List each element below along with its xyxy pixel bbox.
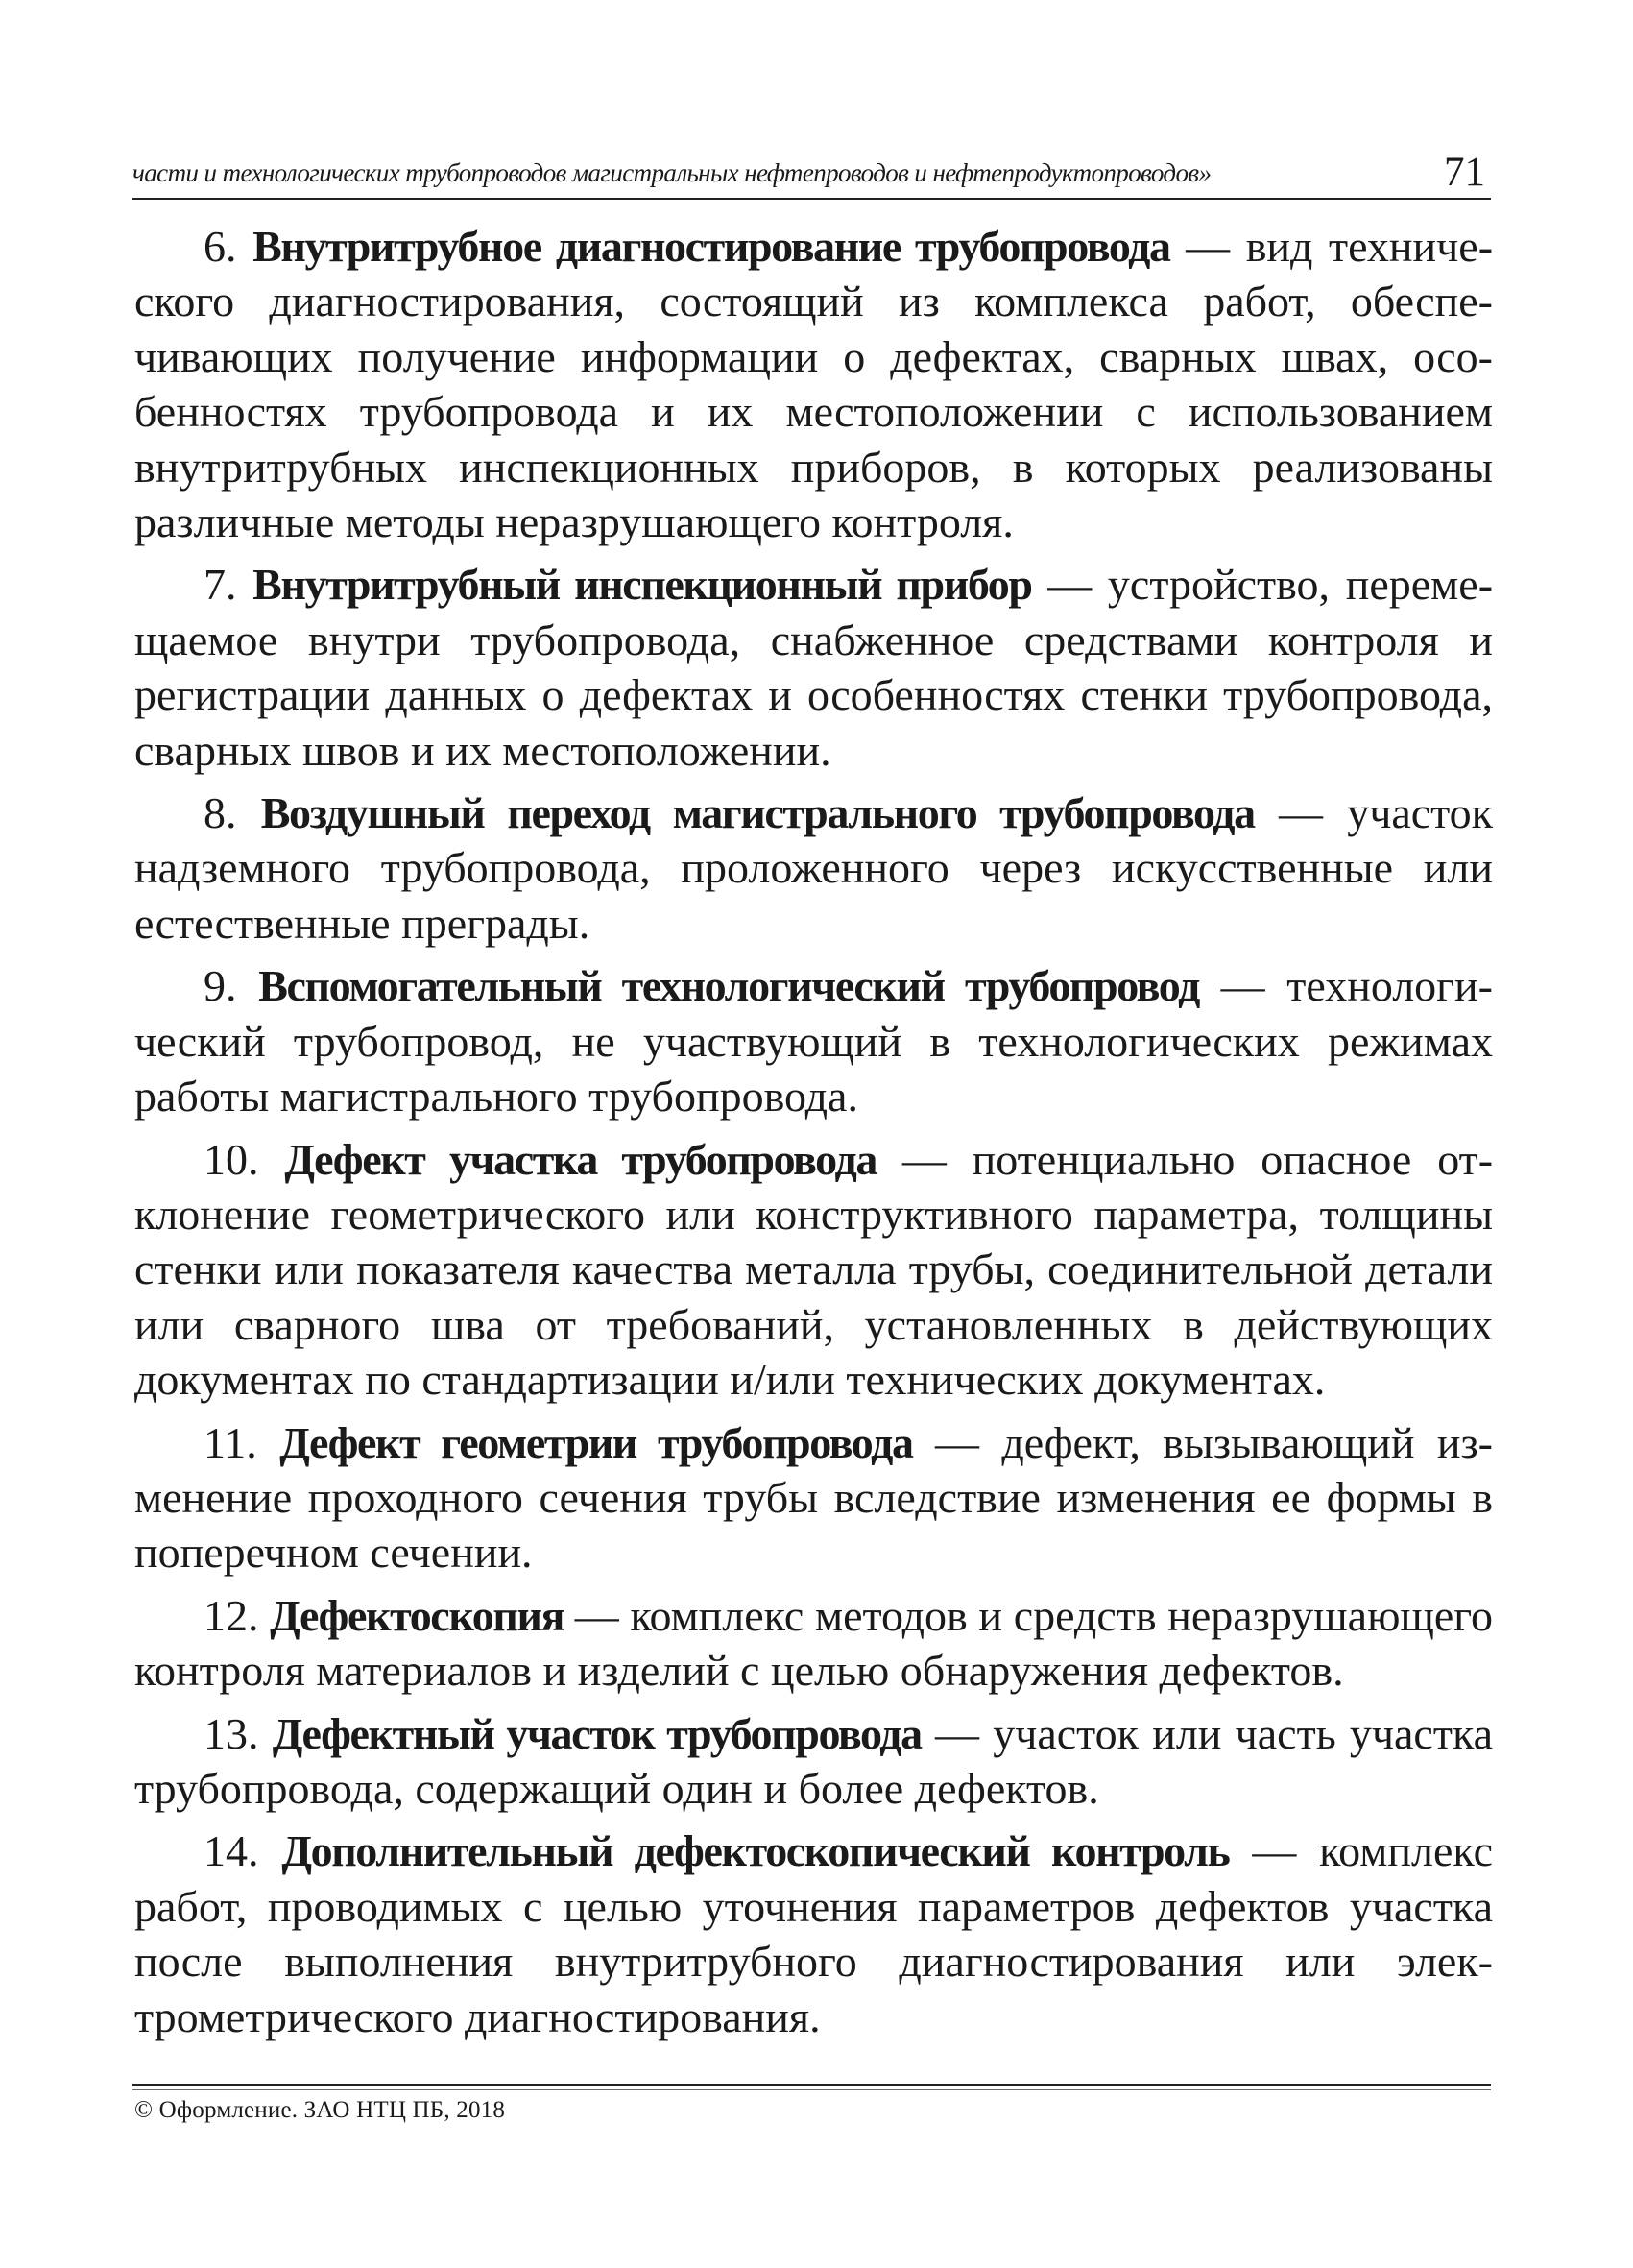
footer-copyright: © Оформление. ЗАО НТЦ ПБ, 2018 bbox=[134, 2097, 506, 2123]
entry-number: 10. bbox=[204, 1134, 259, 1184]
entry-definition: — потенциально опасное отклонение геометрического или конструктивного параметра, толщины стенки или показателя качества металла трубы, соединительной детали или сварного шва от требований, установленных в действующих документах по стандартизации и/или технических документах. bbox=[134, 1134, 1494, 1405]
entry-term: Внутритрубное диагностирование трубопровода bbox=[252, 222, 1170, 271]
footer-divider bbox=[132, 2084, 1491, 2086]
entry-number: 11. bbox=[204, 1417, 257, 1467]
entry-number: 13. bbox=[204, 1708, 259, 1758]
definition-entry bbox=[134, 1823, 1493, 2044]
entry-number: 7. bbox=[204, 560, 237, 610]
definition-entry bbox=[134, 1415, 1493, 1580]
definition-entry bbox=[134, 1132, 1493, 1408]
entry-number: 6. bbox=[204, 222, 237, 271]
entry-term: Воздушный переход магистрального трубопровода bbox=[260, 788, 1255, 838]
entry-definition: — вид технического диагностирования, состоящий из комплекса работ, обеспечивающих получение информации о дефектах, сварных швах, особенностях трубопровода и их местоположении с использованием внутритрубных инспекционных приборов, в которых реализованы различные методы неразрушающего контроля. bbox=[134, 222, 1494, 547]
entry-definition: — комплекс методов и средств неразрушающего контроля материалов и изделий с целью обнаружения дефектов. bbox=[134, 1590, 1494, 1696]
entry-term: Дефект участка трубопровода bbox=[284, 1134, 877, 1184]
entry-term: Дефект геометрии трубопровода bbox=[279, 1417, 913, 1467]
definition-entry bbox=[134, 1588, 1493, 1699]
definition-entry bbox=[134, 1706, 1493, 1817]
entry-term: Дефектоскопия bbox=[270, 1590, 564, 1640]
page-number: 71 bbox=[1444, 150, 1485, 195]
entry-definition: — участок или часть участка трубопровода, содержащий один и более дефектов. bbox=[134, 1708, 1494, 1813]
entry-number: 12. bbox=[204, 1590, 259, 1640]
definition-entry bbox=[134, 785, 1493, 951]
entry-term: Дефектный участок трубопровода bbox=[272, 1708, 922, 1758]
entry-term: Внутритрубный инспекционный прибор bbox=[252, 560, 1032, 610]
entry-definition: — участок надземного трубопровода, проложенного через искусственные или естественные преграды. bbox=[134, 788, 1494, 948]
entry-term: Дополнительный дефектоскопический контроль bbox=[281, 1826, 1230, 1876]
entry-number: 8. bbox=[204, 788, 237, 838]
entry-number: 14. bbox=[204, 1826, 259, 1876]
definition-entry bbox=[134, 958, 1493, 1123]
definitions-list bbox=[134, 219, 1493, 2052]
running-header bbox=[132, 144, 1491, 200]
footer-divider-thin bbox=[132, 2089, 1491, 2090]
entry-number: 9. bbox=[204, 961, 237, 1011]
entry-definition: — комплекс работ, проводимых с целью уточнения параметров дефектов участка после выполнения внутритрубного диагностирования или электрометрического диагностирования. bbox=[134, 1826, 1494, 2041]
entry-definition: — дефект, вызывающий изменение проходного сечения трубы вследствие изменения ее формы в поперечном сечении. bbox=[134, 1417, 1493, 1578]
running-header-title: части и технологических трубопроводов магистральных нефтепроводов и нефтепродуктопроводов» bbox=[132, 158, 1212, 187]
entry-term: Вспомогательный технологический трубопровод bbox=[258, 961, 1199, 1011]
entry-definition: — технологический трубопровод, не участвующий в технологических режимах работы магистрального трубопровода. bbox=[134, 961, 1493, 1122]
entry-definition: — устройство, перемещаемое внутри трубопровода, снабженное средствами контроля и регистрации данных о дефектах и особенностях стенки трубопровода, сварных швов и их местоположении. bbox=[134, 560, 1494, 775]
definition-entry bbox=[134, 557, 1493, 778]
definition-entry bbox=[134, 219, 1493, 549]
